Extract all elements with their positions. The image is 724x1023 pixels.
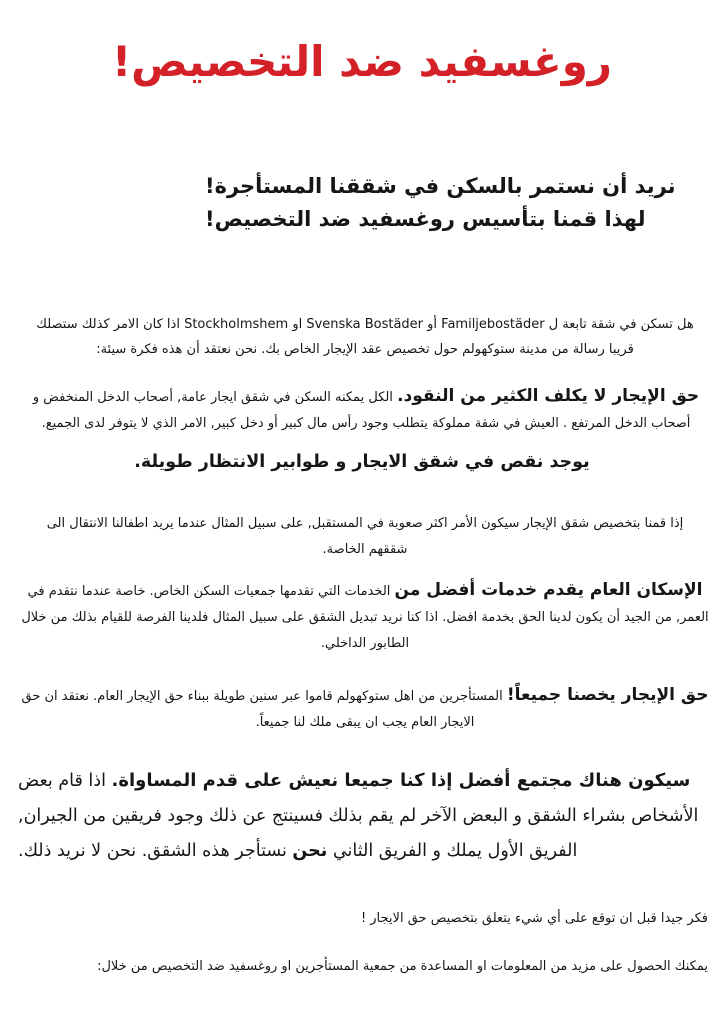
page-title: روغسفيد ضد التخصيص! xyxy=(111,37,612,86)
argument-ownership-lead: حق الإيجار يخصنا جميعاً! xyxy=(506,685,709,705)
equality-emphasis: نحن xyxy=(292,841,328,861)
equality-lead: سيكون هناك مجتمع أفضل إذا كنا جميعا نعيش على قدم المساواة. xyxy=(111,770,691,791)
more-info-line: يمكنك الحصول على مزيد من المعلومات او المساعدة من جمعية المستأجرين او روغسفيد ضد التخصيص من خلال: xyxy=(97,959,708,974)
argument-service-body: الخدمات التي تقدمها جمعيات السكن الخاص. خاصة عندما نتقدم في العمر, من الجيد أن يكون لدينا الحق بخدمة افضل. اذا كنا نريد تبديل الشقق على سبيل المثال فلدينا الفرصة للقيام بذلك من خلال الطابور الداخلي. xyxy=(21,584,709,651)
argument-service xyxy=(18,577,712,657)
think-warning-line: فكر جيدا قبل ان توقع على أي شيء يتعلق بتخصيص حق الايجار ! xyxy=(360,911,708,926)
future-paragraph: إذا قمنا بتخصيص شقق الإيجار سيكون الأمر اكثر صعوبة في المستقبل, على سبيل المثال عندما يريد اطفالنا الانتقال الى شققهم الخاصة. xyxy=(46,516,684,557)
argument-ownership-body: المستأجرين من اهل ستوكهولم قاموا عبر سنين طويلة ببناء حق الإيجار العام. نعتقد ان حق الايجار العام يجب ان يبقى ملك لنا جميعاً. xyxy=(21,689,503,730)
equality-body-after: نستأجر هذه الشقق. نحن لا نريد ذلك. xyxy=(18,841,287,861)
argument-ownership xyxy=(18,682,712,736)
argument-service-lead: الإسكان العام يقدم خدمات أفضل من xyxy=(394,580,703,600)
argument-cost-body: الكل يمكنه السكن في شقق ايجار عامة, أصحاب الدخل المنخفض و أصحاب الدخل المرتفع . العيش في شقة مملوكة يتطلب وجود رأس مال كبير أو دخل كبير, الامر الذي لا يتوفر لدى الجميع. xyxy=(32,390,691,431)
subtitle-line-1: نريد أن نستمر بالسكن في شققنا المستأجرة! xyxy=(205,174,676,198)
argument-cost-lead: حق الإيجار لا يكلف الكثير من النقود. xyxy=(397,386,700,406)
subtitle-line-2: لهذا قمنا بتأسيس روغسفيد ضد التخصيص! xyxy=(205,207,646,231)
shortage-heading: يوجد نقص في شقق الايجار و طوابير الانتظار طويلة. xyxy=(134,452,590,472)
equality-body-before: اذا قام بعض الأشخاص بشراء الشقق و البعض الآخر لم يقم بذلك فسينتج عن ذلك وجود فريقين من الجيران, الفريق الأول يملك و الفريق الثاني xyxy=(18,771,699,861)
argument-cost xyxy=(20,383,712,437)
subtitle-block xyxy=(205,170,712,236)
equality-paragraph xyxy=(18,763,712,869)
intro-paragraph: هل تسكن في شقة تابعة ل Familjebostäder أو Svenska Bostäder او Stockholmshem اذا كان الامر كذلك ستصلك قريبا رسالة من مدينة ستوكهولم حول تخصيص عقد الإيجار الخاص بك. نحن نعتقد أن هذه فكرة سيئة: xyxy=(36,317,694,357)
